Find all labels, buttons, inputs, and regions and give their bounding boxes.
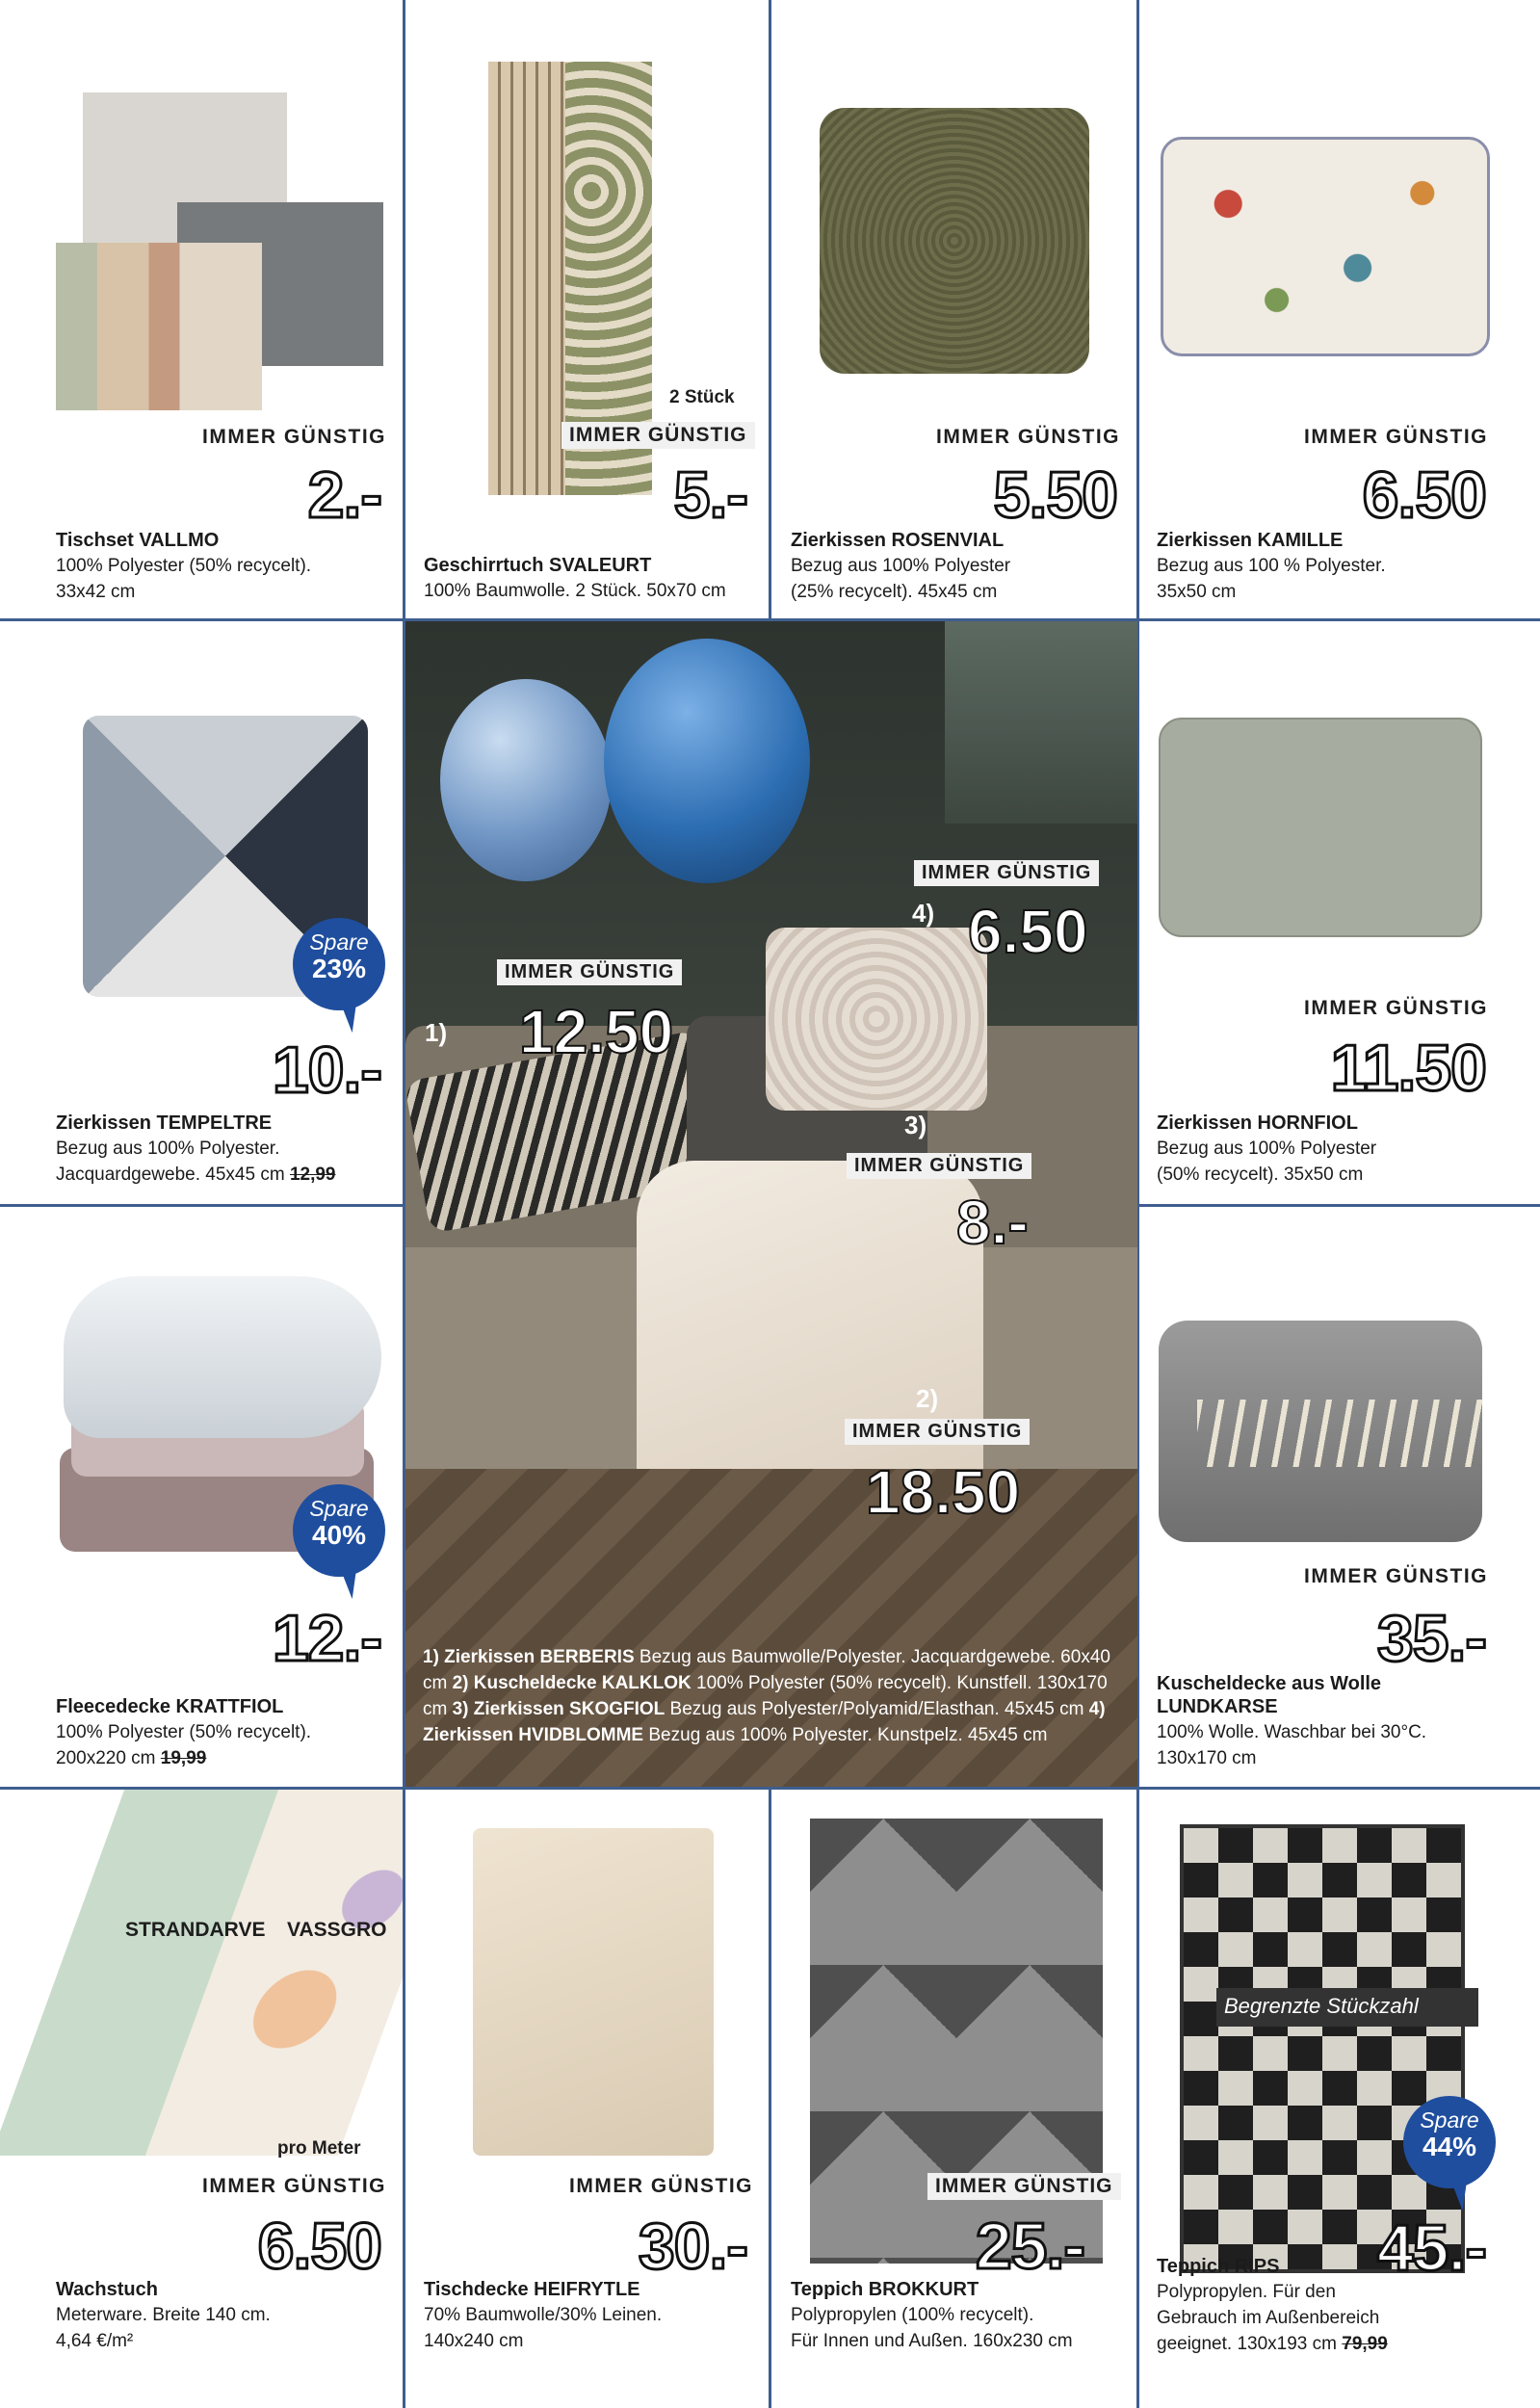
product-name: Teppich BROKKURT: [791, 2279, 979, 2300]
feature-price: 18.50: [866, 1457, 1021, 1527]
price: 6.50: [257, 2210, 381, 2283]
savings-badge: Spare 23%: [293, 918, 385, 1010]
cushion-image: [1159, 718, 1482, 937]
price: 10.-: [272, 1034, 381, 1107]
price: 2.-: [307, 458, 381, 532]
product-description: Bezug aus 100% Polyester (50% recycelt). 35x50 cm: [1157, 1139, 1377, 1185]
product-name: Zierkissen HORNFIOL: [1157, 1112, 1358, 1134]
product-vallmo: [0, 0, 403, 618]
feature-price: 6.50: [968, 897, 1088, 966]
product-name: Teppich RIPS: [1157, 2256, 1280, 2277]
immer-guenstig-label: IMMER GÜNSTIG: [936, 426, 1120, 448]
price: 35.-: [1376, 1602, 1486, 1675]
immer-guenstig-label: IMMER GÜNSTIG: [914, 860, 1099, 886]
cushion-image: [1161, 137, 1490, 356]
product-tempeltre: [0, 621, 403, 1204]
product-description: 100% Wolle. Waschbar bei 30°C. 130x170 cm: [1157, 1722, 1427, 1768]
immer-guenstig-label: IMMER GÜNSTIG: [927, 2173, 1121, 2200]
old-price: 12,99: [289, 1165, 336, 1185]
item-number: 1): [425, 1018, 448, 1047]
product-name: Fleecedecke KRATTFIOL: [56, 1696, 284, 1717]
product-description: Meterware. Breite 140 cm. 4,64 €/m²: [56, 2305, 271, 2351]
product-rips: [1139, 1790, 1540, 2408]
product-description: Polypropylen. Für den Gebrauch im Außenbereich geeignet. 130x193 cm 79,99: [1157, 2282, 1388, 2354]
product-name: LUNDKARSE: [1157, 1696, 1278, 1717]
product-wachstuch: [0, 1790, 403, 2408]
product-name: Zierkissen KAMILLE: [1157, 530, 1344, 551]
item-number: 3): [904, 1111, 927, 1139]
limited-stock-label: Begrenzte Stückzahl: [1224, 1994, 1419, 2018]
product-description: Bezug aus 100% Polyester. Jacquardgewebe. 45x45 cm 12,99: [56, 1139, 336, 1185]
immer-guenstig-label: IMMER GÜNSTIG: [1304, 1565, 1488, 1587]
tablecloth-image: [473, 1828, 714, 2156]
old-price: 19,99: [160, 1748, 207, 1768]
savings-badge: Spare 44%: [1403, 2096, 1496, 2188]
price: 5.-: [673, 458, 747, 532]
old-price: 79,99: [1342, 2334, 1388, 2354]
immer-guenstig-label: IMMER GÜNSTIG: [202, 426, 386, 448]
product-lundkarse: [1139, 1207, 1540, 1787]
product-description: Bezug aus 100% Polyester (25% recycelt). 45x45 cm: [791, 556, 1011, 602]
product-kamille: [1139, 0, 1540, 618]
feature-price: 12.50: [519, 997, 674, 1066]
product-brokkurt: [771, 1790, 1136, 2408]
product-name: Zierkissen TEMPELTRE: [56, 1112, 273, 1134]
product-name: Geschirrtuch SVALEURT: [424, 555, 652, 576]
blanket-image: [64, 1276, 381, 1438]
per-meter-label: pro Meter: [277, 2138, 361, 2159]
immer-guenstig-label: IMMER GÜNSTIG: [847, 1153, 1031, 1179]
balloon-image: [604, 639, 810, 883]
savings-badge: Spare 40%: [293, 1484, 385, 1577]
feature-price: 8.-: [956, 1188, 1029, 1257]
product-description: 100% Baumwolle. 2 Stück. 50x70 cm: [424, 581, 726, 601]
price: 12.-: [272, 1602, 381, 1675]
price: 6.50: [1362, 458, 1486, 532]
cushion-image: [820, 108, 1089, 374]
immer-guenstig-label: IMMER GÜNSTIG: [497, 959, 682, 985]
product-heifrytle: [405, 1790, 769, 2408]
price: 45.-: [1376, 2212, 1486, 2285]
product-name: Wachstuch: [56, 2279, 158, 2300]
cushion-image: [766, 928, 987, 1111]
immer-guenstig-label: IMMER GÜNSTIG: [569, 2175, 753, 2197]
placemat-image: [56, 243, 262, 410]
rug-image: [1180, 1824, 1465, 2273]
price: 11.50: [1330, 1032, 1486, 1105]
product-description: 100% Polyester (50% recycelt). 200x220 cm 19,99: [56, 1722, 312, 1768]
product-hornfiol: [1139, 621, 1540, 1204]
product-svaleurt: [405, 0, 769, 618]
fringe-image: [1197, 1400, 1486, 1467]
feature-sofa-scene: [405, 621, 1137, 1787]
immer-guenstig-label: IMMER GÜNSTIG: [1304, 426, 1488, 448]
item-number: 4): [912, 899, 935, 928]
feature-description: 1) Zierkissen BERBERIS Bezug aus Baumwolle/Polyester. Jacquardgewebe. 60x40 cm 2) Kuscheldecke KALKLOK 100% Polyester (50% recycelt). Kunstfell. 130x170 cm 3) Zierkissen SKOGFIOL Bezug aus Polyester/Polyamid/Elasthan. 45x45 cm 4) Zierkissen HVIDBLOMME Bezug aus 100% Polyester. Kunstpelz. 45x45 cm: [423, 1647, 1110, 1745]
product-description: 70% Baumwolle/30% Leinen. 140x240 cm: [424, 2305, 663, 2351]
variant-label: VASSGRO: [287, 1919, 387, 1941]
immer-guenstig-label: IMMER GÜNSTIG: [561, 422, 755, 449]
window-image: [945, 621, 1137, 824]
product-name: Kuscheldecke aus Wolle: [1157, 1673, 1382, 1694]
piece-count-label: 2 Stück: [669, 387, 735, 407]
price: 25.-: [975, 2210, 1084, 2283]
product-description: Bezug aus 100 % Polyester. 35x50 cm: [1157, 556, 1386, 602]
immer-guenstig-label: IMMER GÜNSTIG: [845, 1419, 1030, 1445]
balloon-image: [440, 679, 612, 881]
product-name: Tischset VALLMO: [56, 530, 220, 551]
price: 5.50: [993, 458, 1117, 532]
product-name: Tischdecke HEIFRYTLE: [424, 2279, 640, 2300]
item-number: 2): [916, 1384, 939, 1413]
product-description: 100% Polyester (50% recycelt). 33x42 cm: [56, 556, 312, 602]
product-krattfiol: [0, 1207, 403, 1787]
variant-label: STRANDARVE: [125, 1919, 266, 1941]
immer-guenstig-label: IMMER GÜNSTIG: [1304, 997, 1488, 1019]
product-description: Polypropylen (100% recycelt). Für Innen und Außen. 160x230 cm: [791, 2305, 1073, 2351]
immer-guenstig-label: IMMER GÜNSTIG: [202, 2175, 386, 2197]
product-rosenvial: [771, 0, 1136, 618]
product-name: Zierkissen ROSENVIAL: [791, 530, 1005, 551]
price: 30.-: [638, 2210, 747, 2283]
